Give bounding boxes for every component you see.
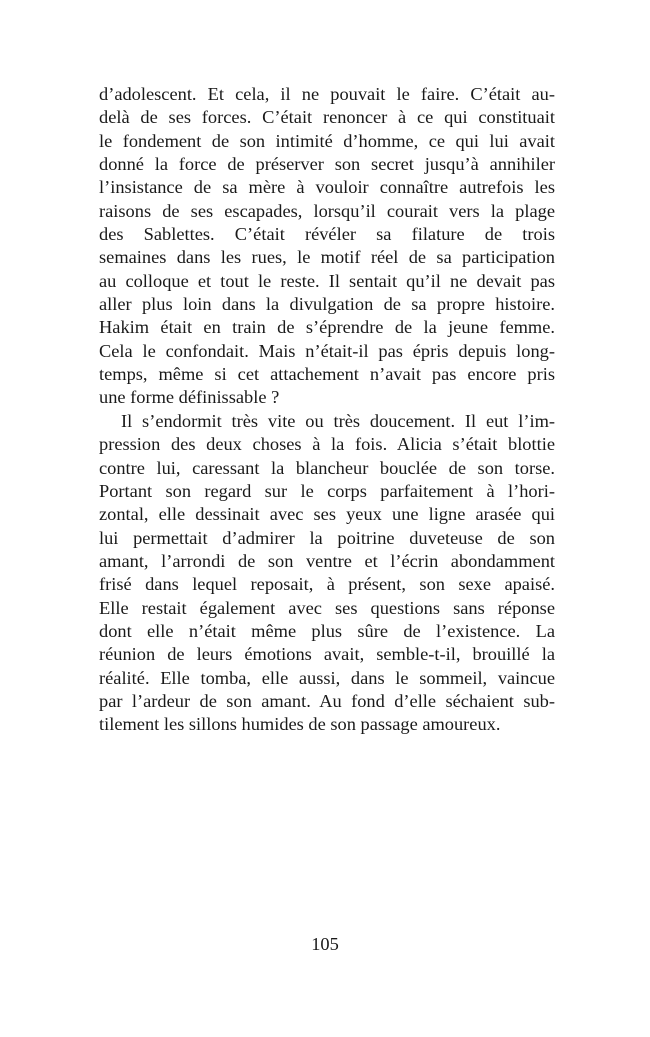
text-line: le fondement de son intimité d’homme, ce qui lui avait xyxy=(99,130,555,151)
text-line: au colloque et tout le reste. Il sentait qu’il ne devait pas xyxy=(99,270,555,291)
text-line: temps, même si cet attachement n’avait pas encore pris xyxy=(99,364,555,385)
text-line: réunion de leurs émotions avait, semble-t-il, brouillé la xyxy=(99,644,555,665)
text-line: réalité. Elle tomba, elle aussi, dans le sommeil, vaincue xyxy=(99,667,555,688)
text-line: Hakim était en train de s’éprendre de la jeune femme. xyxy=(99,317,555,338)
text-line: aller plus loin dans la divulgation de sa propre histoire. xyxy=(99,294,555,315)
text-line: Portant son regard sur le corps parfaitement à l’hori- xyxy=(99,480,555,501)
text-line: semaines dans les rues, le motif réel de sa participation xyxy=(99,247,555,268)
text-line: Cela le confondait. Mais n’était-il pas épris depuis long- xyxy=(99,340,555,361)
text-line: zontal, elle dessinait avec ses yeux une ligne arasée qui xyxy=(99,504,555,525)
text-line: pression des deux choses à la fois. Alicia s’était blottie xyxy=(99,434,555,455)
text-line: Elle restait également avec ses questions sans réponse xyxy=(99,597,555,618)
text-line: d’adolescent. Et cela, il ne pouvait le faire. C’était au- xyxy=(99,84,555,104)
page-number: 105 xyxy=(311,934,339,954)
text-line: amant, l’arrondi de son ventre et l’écrin abondamment xyxy=(99,550,555,571)
text-line: raisons de ses escapades, lorsqu’il courait vers la plage xyxy=(99,200,555,221)
text-line: delà de ses forces. C’était renoncer à ce qui constituait xyxy=(99,107,555,128)
text-line: tilement les sillons humides de son passage amoureux. xyxy=(99,714,501,735)
text-line: des Sablettes. C’était révéler sa filature de trois xyxy=(99,224,555,245)
text-line: contre lui, caressant la blancheur bouclée de son torse. xyxy=(99,457,555,478)
paragraph-1 xyxy=(99,83,555,410)
text-line: lui permettait d’admirer la poitrine duveteuse de son xyxy=(99,527,555,548)
text-line: frisé dans lequel reposait, à présent, son sexe apaisé. xyxy=(99,574,555,595)
text-line: par l’ardeur de son amant. Au fond d’elle séchaient sub- xyxy=(99,690,555,711)
body-text xyxy=(99,83,555,737)
text-line: Il s’endormit très vite ou très doucement. Il eut l’im- xyxy=(121,410,555,431)
paragraph-2 xyxy=(99,410,555,737)
text-line: une forme définissable ? xyxy=(99,387,280,408)
text-line: dont elle n’était même plus sûre de l’existence. La xyxy=(99,620,555,641)
text-line: l’insistance de sa mère à vouloir connaître autrefois les xyxy=(99,177,555,198)
text-line: donné la force de préserver son secret jusqu’à annihiler xyxy=(99,154,555,175)
